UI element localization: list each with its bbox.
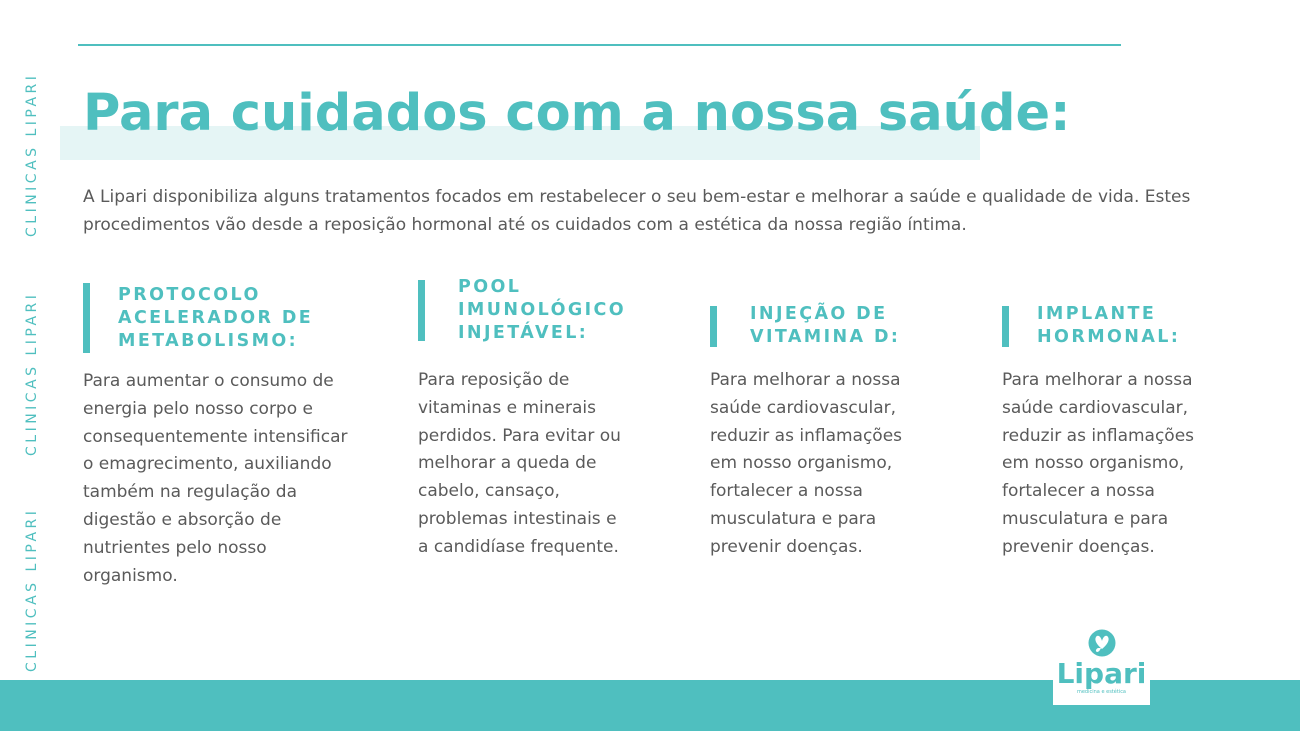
treatment-description: Para reposição de vitaminas e minerais perdidos. Para evitar ou melhorar a queda de cabelo, cansaço, problemas intestinais e a candidíase frequente. [418,370,621,557]
treatment-title: POOL IMUNOLÓGICO INJETÁVEL: [458,277,627,343]
treatment-title: IMPLANTE HORMONAL: [1037,304,1181,347]
butterfly-icon [1085,628,1119,658]
treatment-card-metabolismo [83,283,393,590]
treatment-card-pool-imunologico [418,276,668,562]
treatment-heading [1002,303,1252,349]
intro-paragraph: A Lipari disponibiliza alguns tratamentos focados em restabelecer o seu bem-estar e melhorar a saúde e qualidade de vida. Estes procedimentos vão desde a reposição hormonal até os cuidados com a estética da nossa região íntima. [83,187,1191,235]
treatment-card-vitamina-d [710,303,960,562]
treatment-heading [710,303,960,349]
side-label: CLINICAS LIPARI [24,72,40,237]
treatment-heading [418,276,668,345]
accent-bar [418,280,425,341]
logo-wordmark: Lipari [1056,657,1147,690]
treatment-title: INJEÇÃO DE VITAMINA D: [750,304,901,347]
lipari-logo [1053,628,1150,705]
top-divider [78,44,1121,46]
accent-bar [710,306,717,347]
treatment-description: Para melhorar a nossa saúde cardiovascular, reduzir as inflamações em nosso organismo, fortalecer a nossa musculatura e para prevenir doenças. [710,370,903,557]
accent-bar [1002,306,1009,347]
treatment-card-implante-hormonal [1002,303,1252,562]
accent-bar [83,283,90,353]
treatment-description: Para melhorar a nossa saúde cardiovascular, reduzir as inflamações em nosso organismo, fortalecer a nossa musculatura e para prevenir doenças. [1002,370,1195,557]
page-title: Para cuidados com a nossa saúde: [83,84,1071,143]
treatment-description: Para aumentar o consumo de energia pelo nosso corpo e consequentemente intensificar o emagrecimento, auxiliando também na regulação da digestão e absorção de nutrientes pelo nosso organismo. [83,371,348,586]
treatment-heading [83,283,393,353]
side-label: CLINICAS LIPARI [24,291,40,456]
logo-tagline: medicina e estética [1076,689,1127,695]
treatment-title: PROTOCOLO ACELERADOR DE METABOLISMO: [118,284,314,351]
side-label: CLINICAS LIPARI [24,507,40,672]
